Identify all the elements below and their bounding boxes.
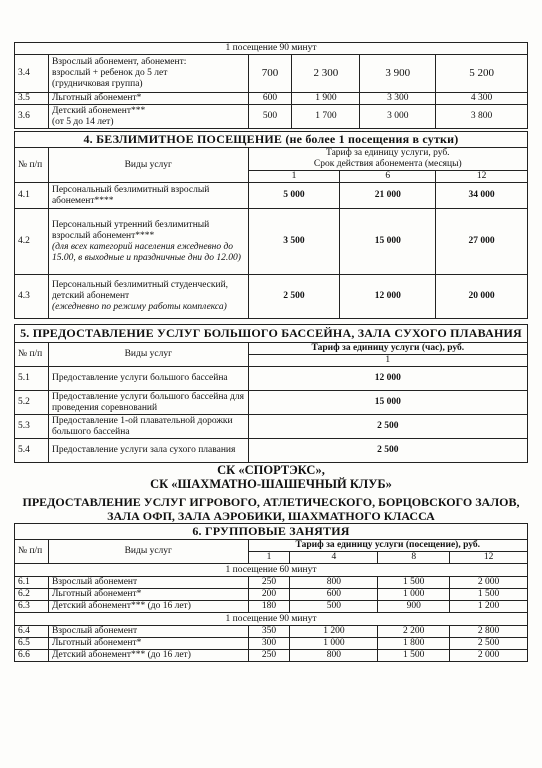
table-section-6	[14, 523, 528, 662]
column-header-services: Виды услуг	[48, 540, 248, 564]
service-note: (для всех категорий населения ежедневно до 15.00, в выходные и праздничные дни до 12.00)	[51, 241, 241, 263]
service-name: Взрослый абонемент	[48, 577, 248, 589]
subheading-90-min: 1 посещение 90 минут	[15, 613, 528, 626]
count-header: 8	[378, 552, 450, 564]
month-header: 6	[340, 171, 436, 183]
price: 20 000	[436, 275, 528, 319]
service-name	[48, 105, 248, 129]
table-row	[15, 439, 528, 463]
service-note: (ежедневно по режиму работы комплекса)	[51, 302, 227, 312]
price: 12 000	[340, 275, 436, 319]
tariff-header: Тариф за единицу услуги (час), руб.	[248, 343, 527, 355]
row-number: 6.2	[15, 589, 49, 601]
price: 2 500	[450, 638, 528, 650]
table-row	[15, 209, 528, 275]
price: 12 000	[248, 367, 527, 391]
price: 4 300	[436, 93, 528, 105]
price: 1 200	[290, 626, 378, 638]
service-name: Льготный абонемент*	[48, 93, 248, 105]
price: 3 000	[360, 105, 436, 129]
count-header: 12	[450, 552, 528, 564]
price: 180	[248, 601, 290, 613]
price: 2 500	[248, 275, 340, 319]
price: 3 300	[360, 93, 436, 105]
price: 15 000	[340, 209, 436, 275]
price: 2 200	[378, 626, 450, 638]
table-row	[15, 589, 528, 601]
price: 1 500	[450, 589, 528, 601]
heading-line-1: СК «СПОРТЭКС»,	[217, 463, 325, 477]
row-number: 4.1	[15, 183, 49, 209]
row-number: 4.2	[15, 209, 49, 275]
price: 21 000	[340, 183, 436, 209]
row-number: 6.3	[15, 601, 49, 613]
price: 3 900	[360, 55, 436, 93]
service-name: Предоставление 1-ой плавательной дорожки большого бассейна	[48, 415, 248, 439]
service-name	[48, 55, 248, 93]
price: 1 500	[378, 650, 450, 662]
price: 200	[248, 589, 290, 601]
price: 500	[248, 105, 292, 129]
services-heading	[10, 495, 532, 523]
price: 34 000	[436, 183, 528, 209]
table-section-5	[14, 324, 528, 463]
price: 2 300	[292, 55, 360, 93]
row-number: 3.5	[15, 93, 49, 105]
heading-line-3: ПРЕДОСТАВЛЕНИЕ УСЛУГ ИГРОВОГО, АТЛЕТИЧЕСКОГО, БОРЦОВСКОГО ЗАЛОВ,	[22, 495, 520, 509]
count-header: 1	[248, 552, 290, 564]
price: 500	[290, 601, 378, 613]
price: 2 500	[248, 439, 527, 463]
price: 800	[290, 577, 378, 589]
row-number: 6.4	[15, 626, 49, 638]
row-number: 6.1	[15, 577, 49, 589]
table-row	[15, 650, 528, 662]
heading-line-2: СК «ШАХМАТНО-ШАШЕЧНЫЙ КЛУБ»	[150, 477, 392, 491]
row-number: 3.4	[15, 55, 49, 93]
price: 700	[248, 55, 292, 93]
column-header-number: № п/п	[15, 343, 49, 367]
service-name: Предоставление услуги зала сухого плавания	[48, 439, 248, 463]
price: 1 700	[292, 105, 360, 129]
price: 2 000	[450, 577, 528, 589]
row-number: 6.5	[15, 638, 49, 650]
price: 1 800	[378, 638, 450, 650]
table-row	[15, 626, 528, 638]
row-number: 5.2	[15, 391, 49, 415]
service-name: Взрослый абонемент	[48, 626, 248, 638]
tariff-header	[248, 148, 527, 171]
price: 1 000	[378, 589, 450, 601]
service-name: Предоставление услуги большого бассейна	[48, 367, 248, 391]
price: 2 800	[450, 626, 528, 638]
section-6-title: 6. ГРУППОВЫЕ ЗАНЯТИЯ	[15, 524, 528, 540]
price: 600	[248, 93, 292, 105]
price: 300	[248, 638, 290, 650]
price: 15 000	[248, 391, 527, 415]
service-name: Персональный безлимитный взрослый абонемент****	[48, 183, 248, 209]
price: 1 000	[290, 638, 378, 650]
service-name: Детский абонемент*** (до 16 лет)	[48, 601, 248, 613]
service-name: Льготный абонемент*	[48, 589, 248, 601]
price: 1 200	[450, 601, 528, 613]
tariff-header-line: Тариф за единицу услуги, руб.	[326, 148, 450, 158]
venues-heading	[10, 463, 532, 491]
heading-line-4: ЗАЛА ОФП, ЗАЛА АЭРОБИКИ, ШАХМАТНОГО КЛАССА	[107, 509, 435, 523]
price: 3 800	[436, 105, 528, 129]
row-number: 6.6	[15, 650, 49, 662]
section-5-title: 5. ПРЕДОСТАВЛЕНИЕ УСЛУГ БОЛЬШОГО БАССЕЙНА, ЗАЛА СУХОГО ПЛАВАНИЯ	[15, 325, 528, 343]
table-row	[15, 415, 528, 439]
table-section-3	[14, 42, 528, 129]
column-header-number: № п/п	[15, 148, 49, 183]
row-number: 5.3	[15, 415, 49, 439]
service-name: Льготный абонемент*	[48, 638, 248, 650]
section-4-title: 4. БЕЗЛИМИТНОЕ ПОСЕЩЕНИЕ (не более 1 посещения в сутки)	[15, 132, 528, 148]
table-section-4	[14, 131, 528, 319]
row-number: 5.4	[15, 439, 49, 463]
subheading-60-min: 1 посещение 60 минут	[15, 564, 528, 577]
column-header-services: Виды услуг	[48, 148, 248, 183]
price: 3 500	[248, 209, 340, 275]
price: 800	[290, 650, 378, 662]
table-row	[15, 638, 528, 650]
table-row	[15, 105, 528, 129]
service-name	[48, 275, 248, 319]
month-header: 1	[248, 171, 340, 183]
table-row	[15, 183, 528, 209]
row-number: 4.3	[15, 275, 49, 319]
unit-header: 1	[248, 355, 527, 367]
price: 27 000	[436, 209, 528, 275]
period-header-line: Срок действия абонемента (месяцы)	[313, 159, 462, 169]
column-header-number: № п/п	[15, 540, 49, 564]
price: 900	[378, 601, 450, 613]
price: 600	[290, 589, 378, 601]
column-header-services: Виды услуг	[48, 343, 248, 367]
price: 5 200	[436, 55, 528, 93]
table-row	[15, 577, 528, 589]
service-name: Предоставление услуги большого бассейна для проведения соревнований	[48, 391, 248, 415]
price: 1 500	[378, 577, 450, 589]
service-name-line: (грудничковая группа)	[51, 79, 143, 89]
price: 1 900	[292, 93, 360, 105]
service-name: Детский абонемент*** (до 16 лет)	[48, 650, 248, 662]
tariff-header: Тариф за единицу услуги (посещение), руб.	[248, 540, 527, 552]
price: 250	[248, 577, 290, 589]
row-number: 5.1	[15, 367, 49, 391]
table-row	[15, 55, 528, 93]
service-name-line: Персональный утренний безлимитный взрослый абонемент****	[51, 219, 210, 241]
table-row	[15, 391, 528, 415]
row-number: 3.6	[15, 105, 49, 129]
service-name	[48, 209, 248, 275]
service-name-line: взрослый + ребенок до 5 лет	[51, 68, 168, 78]
service-name-line: (от 5 до 14 лет)	[51, 116, 114, 127]
price: 5 000	[248, 183, 340, 209]
month-header: 12	[436, 171, 528, 183]
service-name-line: Взрослый абонемент, абонемент:	[51, 57, 187, 67]
price: 250	[248, 650, 290, 662]
table-row	[15, 275, 528, 319]
price: 2 000	[450, 650, 528, 662]
service-name-line: Детский абонемент***	[51, 105, 146, 116]
service-name-line: Персональный безлимитный студенческий, детский абонемент	[51, 280, 229, 301]
count-header: 4	[290, 552, 378, 564]
table-row	[15, 367, 528, 391]
price: 350	[248, 626, 290, 638]
table-row	[15, 93, 528, 105]
table-row	[15, 601, 528, 613]
subheading-90-min: 1 посещение 90 минут	[15, 43, 528, 55]
price: 2 500	[248, 415, 527, 439]
